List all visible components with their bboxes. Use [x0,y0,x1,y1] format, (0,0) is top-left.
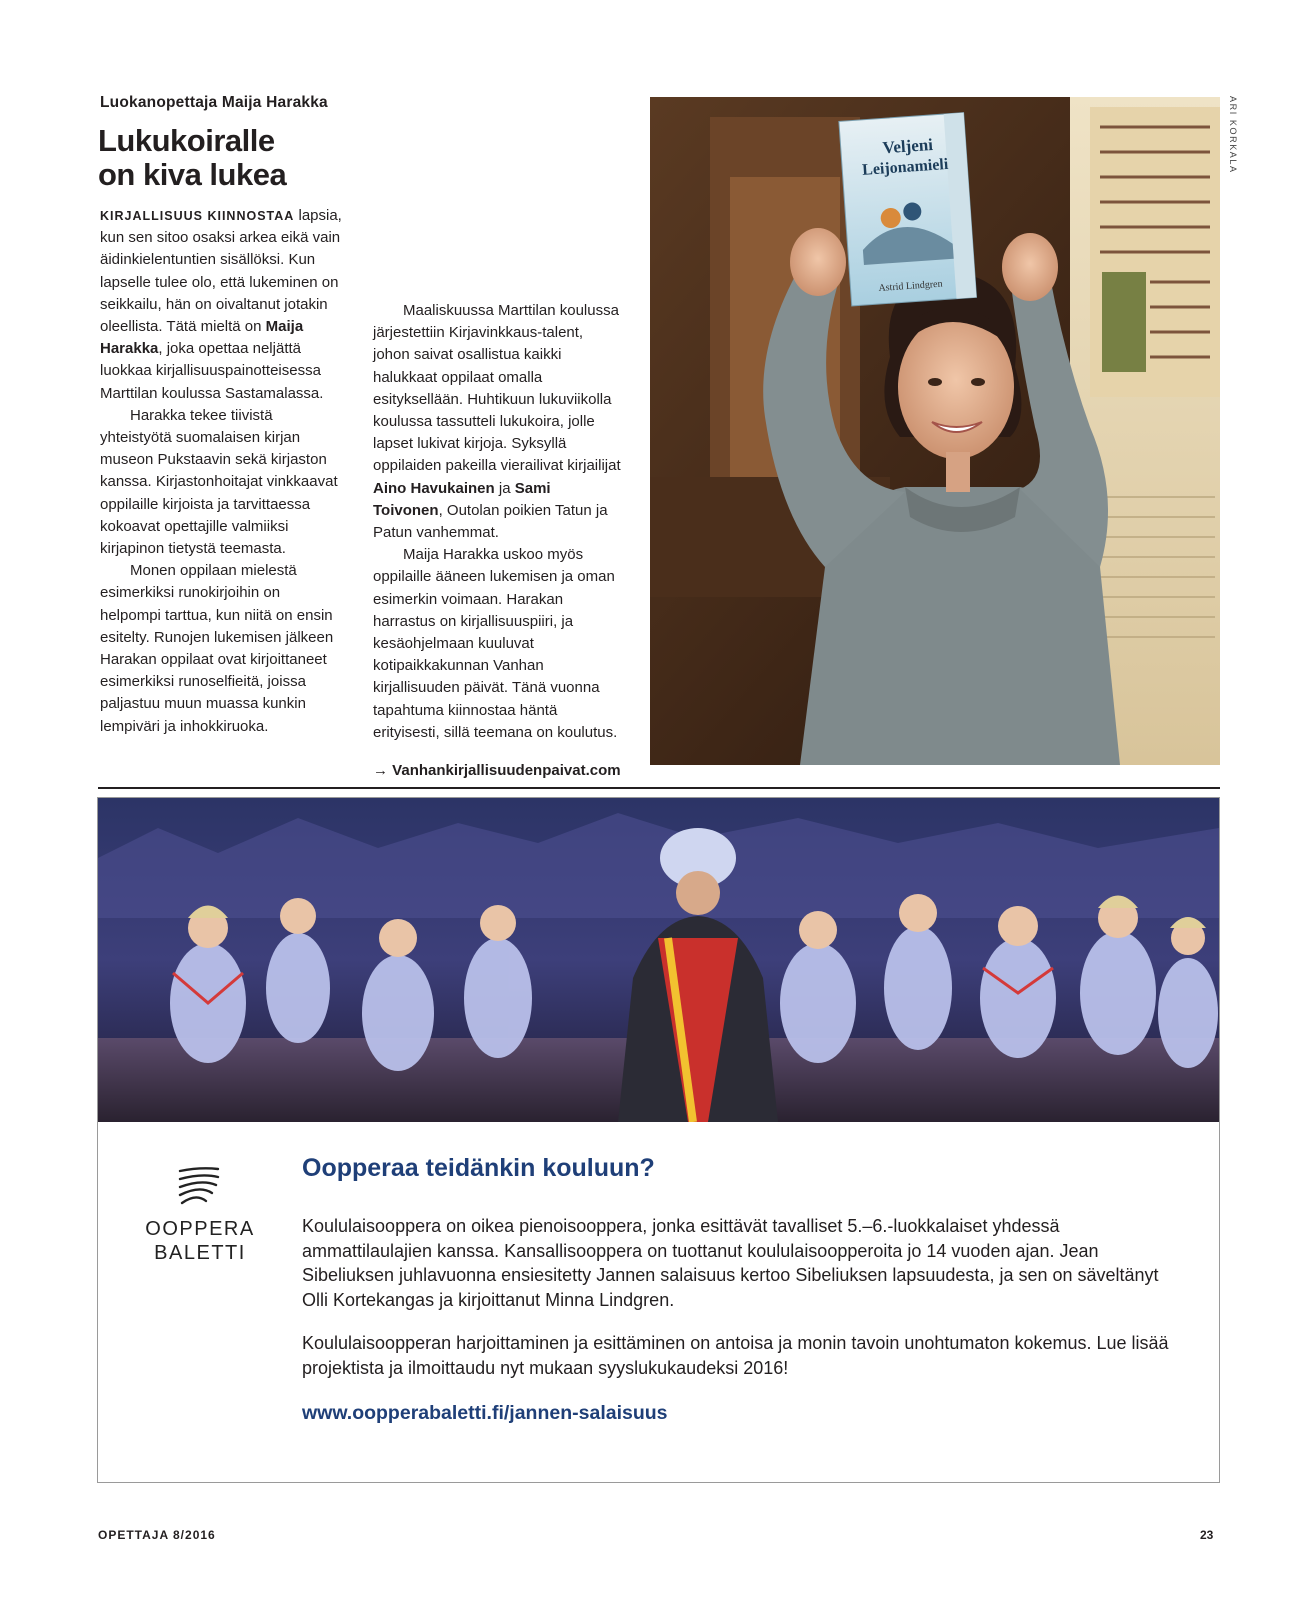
website-link[interactable]: → Vanhankirjallisuudenpaivat.com [373,762,621,780]
article-headline [98,124,358,192]
logo-line-1: OOPPERA [145,1218,255,1240]
magazine-issue: OPETTAJA 8/2016 [98,1528,216,1542]
photo-credit: ARI KORKALA [1228,96,1238,174]
headline-line-1: Lukukoiralle [98,123,275,158]
headline-line-2: on kiva lukea [98,157,287,192]
article-paragraph-4: Maaliskuussa Marttilan koulussa järjestettiin Kirjavinkkaus-talent, johon saivat osallistua kaikki halukkaat oppilaat omalla esityksellään. Huhtikuun lukuviikolla koulussa tassutteli lukukoira, jolle lapset lukivat kirjoja. Syksyllä oppilaiden pakeilla vierailivat kirjailijat Aino Havukainen ja Sami Toivonen, Outolan poikien Tatun ja Patun vanhemmat. [373,302,621,542]
ad-paragraph-2: Koululaisoopperan harjoittaminen ja esittäminen on antoisa ja monin tavoin unohtumaton kokemus. Lue lisää projektista ja ilmoittaudu nyt mukaan syyslukukaudeksi 2016! [302,1333,1169,1378]
article-paragraph-5: Maija Harakka uskoo myös oppilaille ääneen lukemisen ja oman esimerkin voimaan. Harakan harrastus on kirjallisuuspiiri, ja kesäohjelmaan kuuluvat kotipaikkakunnan Vanhan kirjallisuuden päivät. Tänä vuonna tapahtuma kiinnostaa häntä erityisesti, sillä teemana on koulutus. [373,546,618,741]
ad-paragraph-1: Koululaisooppera on oikea pienoisooppera, jonka esittävät tavalliset 5.–6.-luokkalaiset yhdessä ammattilaulajien kanssa. Kansallisooppera on tuottanut koululaisoopperoita jo 14 vuoden ajan. Jean Sibeliuksen juhlavuonna ensiesitetty Jannen salaisuus kertoo Sibeliuksen lapsuudesta, ja sen on säveltänyt Olli Kortekangas ja kirjoittanut Minna Lindgren. [302,1216,1159,1310]
name-maija-harakka: Maija Harakka [100,318,304,358]
article-paragraph-3: Monen oppilaan mielestä esimerkiksi runokirjoihin on helpompi tarttua, kun niitä on ensin esitelty. Runojen lukemisen jälkeen Harakan oppilaat ovat kirjoittaneet esimerkiksi runoselfieitä, joissa paljastuu muun muassa kunkin lempiväri ja inhokkiruoka. [100,562,334,735]
article-paragraph-2: Harakka tekee tiivistä yhteistyötä suomalaisen kirjan museon Pukstaavin sekä kirjaston kanssa. Kirjastonhoitajat vinkkaavat oppilaille kirjoista ja tarvittaessa kokoavat opettajille valmiiksi kirjapinon tietystä teemasta. [100,406,338,558]
article-paragraph-1: KIRJALLISUUS KIINNOSTAA lapsia, kun sen sitoo osaksi arkea eikä vain äidinkielentuntien sisällöksi. Kun lapselle tulee olo, että lukeminen on seikkailu, hän on oivaltanut jotakin oleellista. Tätä mieltä on Maija Harakka, joka opettaa neljättä luokkaa kirjallisuuspainotteisessa Marttilan koulussa Sastamalassa. [100,207,342,402]
book-author: Astrid Lindgren [878,278,943,295]
name-aino-havukainen: Aino Havukainen [373,479,495,497]
ad-website-link[interactable]: www.oopperabaletti.fi/jannen-salaisuus [302,1402,668,1424]
book-title-line-2: Leijonamieli [861,155,949,179]
opera-ballet-logo-icon [178,1165,222,1207]
teacher-photo [650,97,1220,765]
page-number: 23 [1200,1528,1214,1542]
opera-ballet-logo-text [130,1217,270,1265]
article-kicker: Luokanopettaja Maija Harakka [100,94,328,111]
lead-caps: KIRJALLISUUS KIINNOSTAA [100,209,295,223]
name-sami-toivonen: Sami Toivonen [373,479,551,519]
article-column-1 [100,205,345,738]
ad-title: Oopperaa teidänkin kouluun? [302,1154,655,1182]
opera-stage-photo [98,798,1219,1122]
book-title-line-1: Veljeni [881,134,934,158]
arrow-right-icon: → [373,762,388,780]
section-divider [98,787,1220,789]
logo-line-2: BALETTI [154,1242,246,1264]
